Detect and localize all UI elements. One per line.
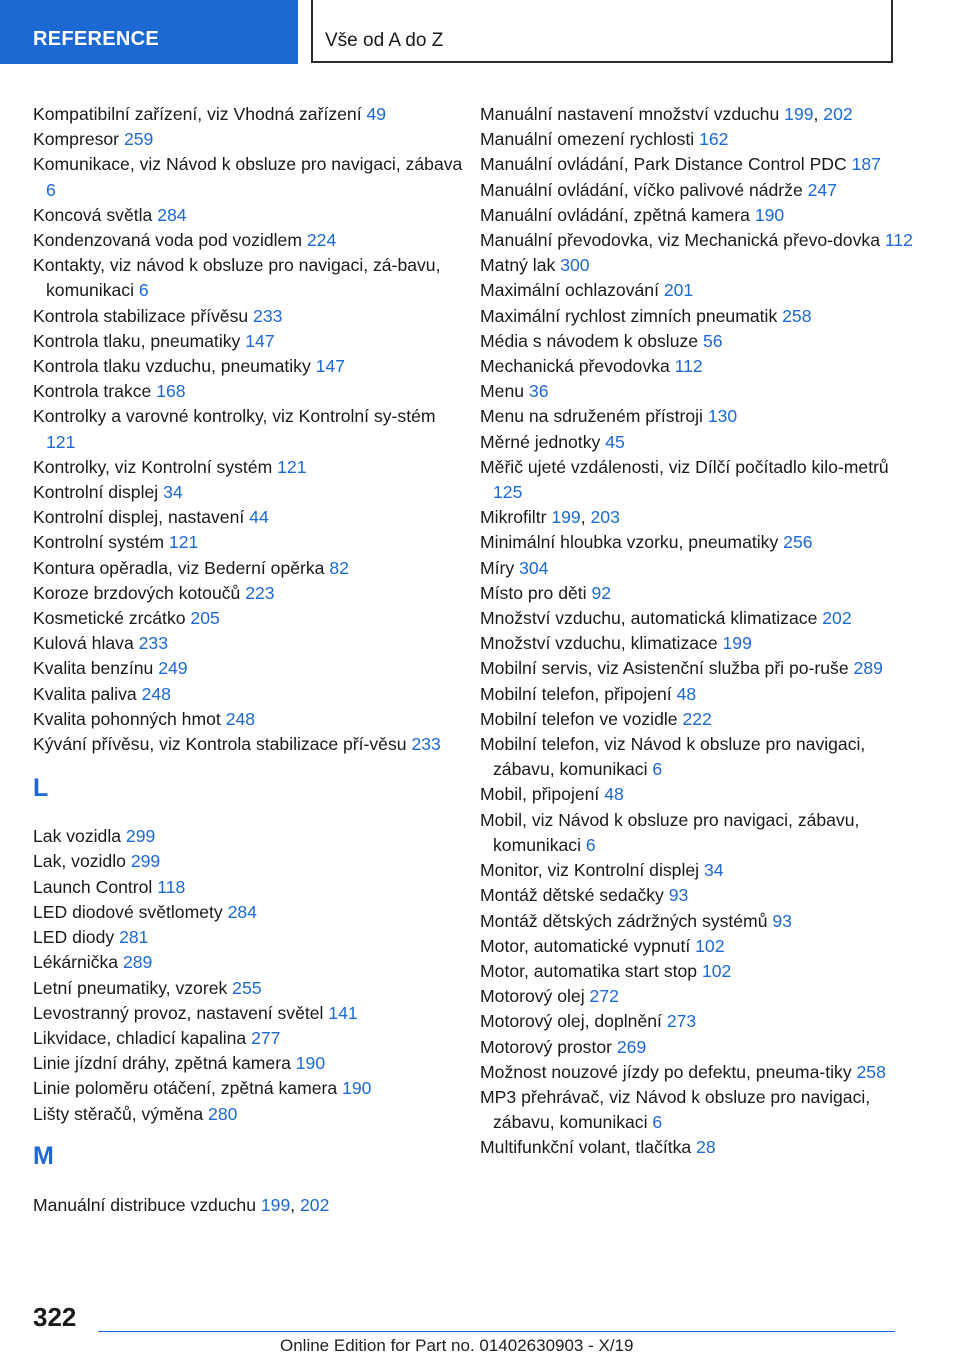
page-number: 322 xyxy=(33,1302,77,1332)
index-entry xyxy=(33,1076,463,1101)
index-entry xyxy=(33,581,463,606)
page-reference-link[interactable]: 190 xyxy=(754,204,785,225)
index-entry xyxy=(480,883,920,908)
index-entry-text: Manuální distribuce vzduchu xyxy=(33,1194,256,1215)
index-entry xyxy=(33,127,463,152)
index-entry-text: Kontrola trakce xyxy=(33,381,152,402)
index-entry xyxy=(480,127,920,152)
page-reference-link[interactable]: 34 xyxy=(163,482,183,503)
index-entry-text: Montáž dětské sedačky xyxy=(480,885,664,906)
index-entry xyxy=(33,976,463,1001)
page-reference-link[interactable]: 248 xyxy=(225,708,256,729)
index-entry-text: Kontrolní displej xyxy=(33,482,159,503)
index-entry xyxy=(480,253,920,278)
index-entry xyxy=(33,228,463,253)
page-reference-link[interactable]: 248 xyxy=(141,683,171,704)
page-reference-link[interactable]: 6 xyxy=(652,759,663,780)
index-entry-text: Kontrola stabilizace přívěsu xyxy=(33,305,249,326)
index-entry xyxy=(480,556,920,581)
index-entry-text: Mobil, připojení xyxy=(480,784,600,805)
index-entry xyxy=(480,304,920,329)
index-entry xyxy=(33,631,463,656)
index-entry xyxy=(33,530,463,555)
page-reference-link[interactable]: 162 xyxy=(699,129,729,150)
index-entry-text: Motorový olej, doplnění xyxy=(480,1011,662,1032)
index-entry xyxy=(480,909,920,934)
page-reference-link[interactable]: 256 xyxy=(783,532,813,553)
index-entry-text: Koroze brzdových kotoučů xyxy=(33,582,241,603)
index-entry: Manuální distribuce vzduchu 199, 202 xyxy=(33,1194,330,1215)
index-entry-text: Množství vzduchu, automatická klimatizace xyxy=(480,608,818,629)
index-entry-text: Maximální rychlost zimních pneumatik xyxy=(480,305,778,326)
chapter-title: Vše od A do Z xyxy=(325,30,444,51)
index-entry-text: Mechanická převodovka xyxy=(480,356,670,377)
index-entry xyxy=(480,228,920,253)
page-reference-link[interactable]: 304 xyxy=(519,557,549,578)
page-reference-link[interactable]: 289 xyxy=(853,658,883,679)
page-reference-link[interactable]: 6 xyxy=(585,834,596,855)
page-reference-link[interactable]: 269 xyxy=(616,1036,647,1057)
page-reference-link[interactable]: 300 xyxy=(560,255,590,276)
page-reference-link[interactable]: 82 xyxy=(329,557,349,578)
index-entry xyxy=(480,606,920,631)
index-entry-text: Kontrola tlaku vzduchu, pneumatiky xyxy=(33,356,311,377)
index-entry xyxy=(480,656,920,681)
page-reference-link[interactable]: 202 xyxy=(822,608,852,629)
index-entry xyxy=(480,530,920,555)
index-entry xyxy=(480,707,920,732)
index-entry-text: Motorový prostor xyxy=(480,1036,612,1057)
index-entry-text: Kývání přívěsu, viz Kontrola stabilizace pří-věsu xyxy=(33,734,407,755)
page-reference-link[interactable]: 199 xyxy=(722,633,752,654)
index-entry xyxy=(33,152,463,202)
index-entry-text: Měrné jednotky xyxy=(480,431,601,452)
index-entry xyxy=(33,1051,463,1076)
index-entry xyxy=(33,824,463,849)
page-reference-link[interactable]: 125 xyxy=(493,482,523,503)
page-reference-link[interactable]: 93 xyxy=(772,910,792,931)
index-entry xyxy=(480,430,920,455)
page-reference-link[interactable]: 281 xyxy=(119,927,149,948)
page-reference-link[interactable]: 6 xyxy=(46,179,56,200)
index-entry-text: Linie jízdní dráhy, zpětná kamera xyxy=(33,1053,291,1074)
page-reference-link[interactable]: 168 xyxy=(156,381,186,402)
page-reference-link[interactable]: 255 xyxy=(232,977,262,998)
index-entry xyxy=(480,1085,920,1135)
index-entry xyxy=(33,354,463,379)
page-reference-link[interactable]: 289 xyxy=(122,952,153,973)
index-entry-text: Kulová hlava xyxy=(33,633,134,654)
index-entry xyxy=(480,203,920,228)
index-entry-text: Minimální hloubka vzorku, pneumatiky xyxy=(480,532,779,553)
index-entry xyxy=(480,782,920,807)
index-entry xyxy=(480,379,920,404)
index-entry xyxy=(480,404,920,429)
page-reference-link[interactable]: 49 xyxy=(366,104,387,124)
index-entry-text: Média s návodem k obsluze xyxy=(480,330,699,351)
index-entry-text: Mobil, viz Návod k obsluze pro navigaci, zábavu, komunikaci xyxy=(480,809,860,855)
index-section-letter: L xyxy=(33,774,49,803)
index-entry-text: Menu xyxy=(480,381,525,402)
index-column-right xyxy=(480,102,920,1161)
page-reference-link[interactable]: 112 xyxy=(884,230,913,251)
page-reference-link[interactable]: 299 xyxy=(130,851,161,872)
index-entry-text: Levostranný provoz, nastavení světel xyxy=(33,1002,324,1023)
page-reference-link[interactable]: 272 xyxy=(589,986,619,1007)
index-entry xyxy=(33,329,463,354)
index-entry xyxy=(480,959,920,984)
index-entry xyxy=(33,455,463,480)
index-entry xyxy=(33,900,463,925)
page-reference-link[interactable]: 141 xyxy=(328,1002,358,1023)
index-entry-text: Maximální ochlazování xyxy=(480,280,659,301)
index-entry xyxy=(480,631,920,656)
index-entry-text: Kontrolky a varovné kontrolky, viz Kontrolní sy-stém xyxy=(33,406,436,427)
index-entry-text: Množství vzduchu, klimatizace xyxy=(480,633,718,654)
index-entry-text: Kompatibilní zařízení, viz Vhodná zařízení xyxy=(33,104,362,124)
index-entry-text: Montáž dětských zádržných systémů xyxy=(480,910,768,931)
index-entry xyxy=(480,329,920,354)
index-entry-text: Míry xyxy=(480,557,515,578)
index-entry-text: Kontrolní systém xyxy=(33,532,165,553)
page-reference-link[interactable]: 56 xyxy=(702,330,723,351)
page-reference-link[interactable]: 223 xyxy=(245,582,275,603)
index-entry xyxy=(480,1035,920,1060)
page-reference-link[interactable]: 249 xyxy=(158,658,188,679)
page-reference-link[interactable]: 222 xyxy=(682,708,712,729)
page-reference-link[interactable]: 259 xyxy=(123,129,154,150)
index-entry-text: Mobilní telefon, připojení xyxy=(480,683,672,704)
index-entry xyxy=(33,1026,463,1051)
index-entry-text: Likvidace, chladicí kapalina xyxy=(33,1027,247,1048)
index-entry-text: Manuální nastavení množství vzduchu xyxy=(480,104,780,124)
page-reference-link[interactable]: 233 xyxy=(411,734,441,755)
page-reference-link[interactable]: 201 xyxy=(663,280,694,301)
page-reference-link[interactable]: 203 xyxy=(590,507,620,528)
page-reference-link[interactable]: 48 xyxy=(676,683,697,704)
index-entry-text: Kosmetické zrcátko xyxy=(33,608,186,629)
index-entry xyxy=(480,984,920,1009)
index-entry-text: LED diody xyxy=(33,927,115,948)
index-entry-text: Měřič ujeté vzdálenosti, viz Dílčí počítadlo kilo-metrů xyxy=(480,456,889,477)
index-entry xyxy=(33,682,463,707)
index-entry xyxy=(480,278,920,303)
index-entry xyxy=(480,1060,920,1085)
index-entry xyxy=(33,505,463,530)
page-reference-link[interactable]: 258 xyxy=(856,1061,886,1082)
index-entry xyxy=(480,732,920,782)
index-entry xyxy=(33,925,463,950)
index-entry-text: Matný lak xyxy=(480,255,556,276)
index-entry xyxy=(33,707,463,732)
index-entry-text: Kompresor xyxy=(33,129,120,150)
index-entry-text: Manuální ovládání, zpětná kamera xyxy=(480,204,750,225)
page-reference-link[interactable]: 121 xyxy=(277,456,307,477)
index-entry xyxy=(33,253,463,303)
index-entry-text: Monitor, viz Kontrolní displej xyxy=(480,860,700,881)
page-reference-link[interactable]: 284 xyxy=(227,901,257,922)
index-entry-text: Motor, automatické vypnutí xyxy=(480,935,691,956)
index-entry xyxy=(480,808,920,858)
index-entry xyxy=(33,732,463,757)
index-entry xyxy=(33,875,463,900)
page-reference-link[interactable]: 118 xyxy=(157,876,186,897)
page-reference-link[interactable]: 202 xyxy=(823,104,853,124)
index-entry-text: Launch Control xyxy=(33,876,153,897)
index-entry xyxy=(480,152,920,177)
index-entry-text: Linie poloměru otáčení, zpětná kamera xyxy=(33,1078,338,1099)
index-entry xyxy=(480,682,920,707)
page-reference-link[interactable]: 6 xyxy=(652,1112,663,1133)
index-entry-text: Lékárnička xyxy=(33,952,119,973)
index-entry xyxy=(33,606,463,631)
index-entry xyxy=(33,379,463,404)
index-entry xyxy=(33,849,463,874)
index-entry xyxy=(33,102,463,127)
index-entry: Mikrofiltr 199, 203 xyxy=(480,507,620,528)
index-entry-text: Manuální převodovka, viz Mechanická převo-dovka xyxy=(480,230,880,251)
index-entry-text: Kvalita paliva xyxy=(33,683,137,704)
index-entry-text: Manuální omezení rychlosti xyxy=(480,129,695,150)
page-reference-link[interactable]: 147 xyxy=(245,330,275,351)
index-section-letter: M xyxy=(33,1141,54,1170)
index-entry: Manuální nastavení množství vzduchu 199, 202 xyxy=(480,104,853,124)
index-entry xyxy=(480,581,920,606)
index-entry-text: MP3 přehrávač, viz Návod k obsluze pro navigaci, zábavu, komunikaci xyxy=(480,1086,871,1133)
index-entry-text: Kontrola tlaku, pneumatiky xyxy=(33,330,241,351)
index-entry-text: Lišty stěračů, výměna xyxy=(33,1103,204,1124)
index-entry-text: Lak vozidla xyxy=(33,826,122,847)
index-entry-text: Kondenzovaná voda pod vozidlem xyxy=(33,230,302,251)
index-entry xyxy=(33,656,463,681)
page-reference-link[interactable]: 205 xyxy=(190,608,220,629)
index-entry xyxy=(33,203,463,228)
page-reference-link[interactable]: 102 xyxy=(695,935,725,956)
page-reference-link[interactable]: 299 xyxy=(125,826,156,847)
index-entry-text: Letní pneumatiky, vzorek xyxy=(33,977,228,998)
page-reference-link[interactable]: 102 xyxy=(701,960,732,981)
page-reference-link[interactable]: 112 xyxy=(674,356,703,377)
index-entry xyxy=(33,1001,463,1026)
index-entry xyxy=(480,354,920,379)
index-entry xyxy=(480,858,920,883)
index-entry xyxy=(33,1102,463,1127)
footer-divider xyxy=(98,1331,895,1332)
page-reference-link[interactable]: 93 xyxy=(668,885,689,906)
page-reference-link[interactable]: 92 xyxy=(591,582,612,603)
page-reference-link[interactable]: 199 xyxy=(784,104,814,124)
index-entry-text: Motor, automatika start stop xyxy=(480,960,698,981)
page-reference-link[interactable]: 277 xyxy=(251,1027,281,1048)
page-reference-link[interactable]: 284 xyxy=(157,204,187,225)
page-reference-link[interactable]: 45 xyxy=(605,431,625,452)
page-reference-link[interactable]: 28 xyxy=(696,1137,716,1158)
index-entry-text: Mobilní telefon, viz Návod k obsluze pro navigaci, zábavu, komunikaci xyxy=(480,734,866,780)
page-reference-link[interactable]: 121 xyxy=(168,532,199,553)
index-entry-text: Manuální ovládání, Park Distance Control PDC xyxy=(480,154,847,175)
index-entry xyxy=(480,1135,920,1160)
index-entry xyxy=(33,480,463,505)
index-column-left xyxy=(33,102,463,1218)
page-reference-link[interactable]: 247 xyxy=(807,179,837,200)
index-entry-text: Místo pro děti xyxy=(480,582,587,603)
index-entry-text: Koncová světla xyxy=(33,204,153,225)
edition-footer: Online Edition for Part no. 01402630903 - X/19 xyxy=(280,1336,634,1355)
page-reference-link[interactable]: 147 xyxy=(315,356,345,377)
index-entry-text: LED diodové světlomety xyxy=(33,901,223,922)
page-reference-link[interactable]: 6 xyxy=(138,280,149,301)
page-reference-link[interactable]: 233 xyxy=(138,633,168,654)
index-entry xyxy=(33,304,463,329)
index-entry-text: Menu na sdruženém přístroji xyxy=(480,406,703,427)
page-reference-link[interactable]: 130 xyxy=(707,406,738,427)
page-reference-link[interactable]: 36 xyxy=(528,381,549,402)
page-reference-link[interactable]: 34 xyxy=(703,860,724,881)
page-reference-link[interactable]: 199 xyxy=(260,1194,291,1215)
index-entry-text: Motorový olej xyxy=(480,986,585,1007)
index-entry xyxy=(33,404,463,454)
index-entry-text: Mobilní telefon ve vozidle xyxy=(480,708,678,729)
index-entry xyxy=(480,178,920,203)
page-reference-link[interactable]: 187 xyxy=(851,154,881,175)
index-entry-text: Kontura opěradla, viz Bederní opěrka xyxy=(33,557,325,578)
page-reference-link[interactable]: 121 xyxy=(46,431,76,452)
page-reference-link[interactable]: 224 xyxy=(306,230,337,251)
page-reference-link[interactable]: 258 xyxy=(782,305,812,326)
page-reference-link[interactable]: 44 xyxy=(249,507,269,528)
index-entry xyxy=(33,950,463,975)
page-reference-link[interactable]: 273 xyxy=(666,1011,697,1032)
page-reference-link[interactable]: 233 xyxy=(253,305,283,326)
index-entry-text: Multifunkční volant, tlačítka xyxy=(480,1137,692,1158)
page-reference-link[interactable]: 202 xyxy=(300,1194,330,1215)
index-entry xyxy=(480,455,920,505)
index-entry-text: Kontakty, viz návod k obsluze pro navigaci, zá-bavu, komunikaci xyxy=(33,255,441,301)
index-entry xyxy=(33,556,463,581)
page-reference-link[interactable]: 190 xyxy=(295,1053,326,1074)
section-label: REFERENCE xyxy=(33,28,160,50)
index-entry-text: Mikrofiltr xyxy=(480,507,547,528)
index-entry xyxy=(480,1009,920,1034)
index-entry xyxy=(480,934,920,959)
index-entry-text: Kvalita pohonných hmot xyxy=(33,708,221,729)
index-entry-text: Kontrolní displej, nastavení xyxy=(33,507,245,528)
index-entry-text: Lak, vozidlo xyxy=(33,851,126,872)
index-entry-text: Kontrolky, viz Kontrolní systém xyxy=(33,456,273,477)
index-entry-text: Kvalita benzínu xyxy=(33,658,154,679)
index-entry-text: Manuální ovládání, víčko palivové nádrže xyxy=(480,179,803,200)
page-reference-link[interactable]: 190 xyxy=(342,1078,372,1099)
index-entry-text: Mobilní servis, viz Asistenční služba při po-ruše xyxy=(480,658,849,679)
index-entry-text: Možnost nouzové jízdy po defektu, pneuma-tiky xyxy=(480,1061,852,1082)
page-reference-link[interactable]: 48 xyxy=(604,784,624,805)
page-reference-link[interactable]: 199 xyxy=(551,507,581,528)
index-entry-text: Komunikace, viz Návod k obsluze pro navigaci, zábava xyxy=(33,154,463,175)
page-reference-link[interactable]: 280 xyxy=(208,1103,238,1124)
